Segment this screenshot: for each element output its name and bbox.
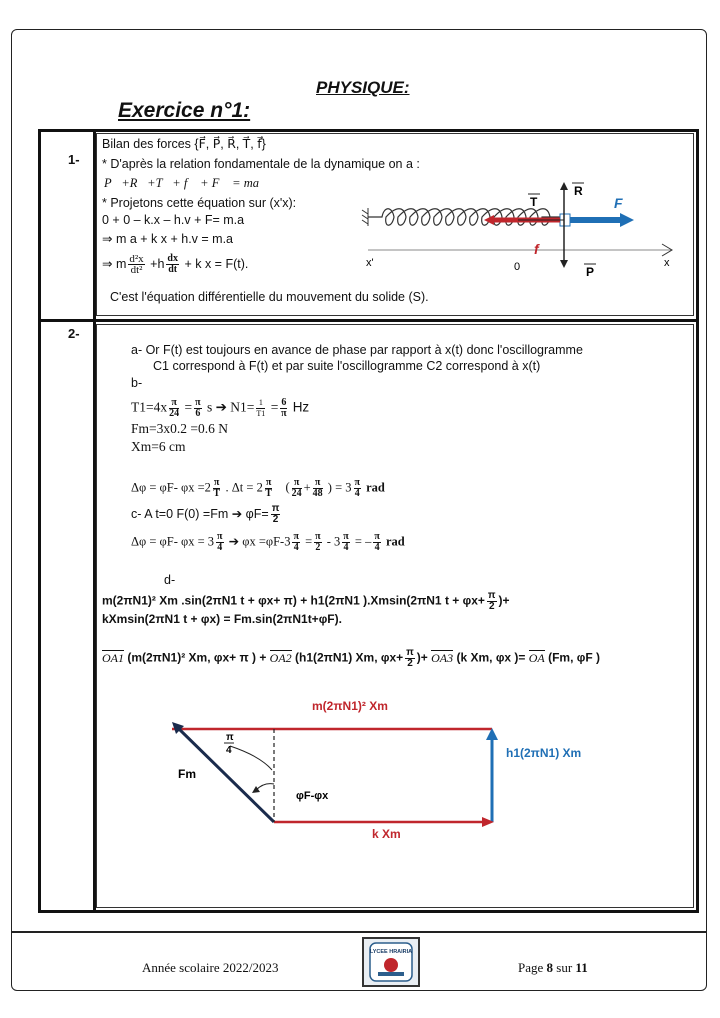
spring-mass-figure bbox=[342, 178, 682, 288]
school-logo-graphic bbox=[364, 939, 418, 985]
label-P: P bbox=[586, 265, 595, 279]
q2-c2-line: Δφ = φF- φx = 3 $\frac{\pi}{4}$ ➔ φx =φF-3 $\frac{\pi}{4}$ = $\frac{\pi}{2}$ - 3 $\frac{\pi}{4}$ = – $\frac{\pi}{4}$ rad bbox=[131, 531, 405, 553]
q2-a-line2: C1 correspond à F(t) et par suite l'oscillogramme C2 correspond à x(t) bbox=[153, 359, 541, 373]
exercise-title: Exercice n°1: bbox=[118, 99, 251, 122]
q1-eq3: ⇒ m $\frac{\text{d²x}}{\text{dt²}}$ +h $\frac{dx}{dt}$ + k x = F(t). bbox=[102, 253, 249, 276]
q1-bilan: Bilan des forces {F⃗, P⃗, R⃗, T⃗, f⃗} bbox=[102, 137, 266, 151]
q2-number: 2- bbox=[68, 326, 80, 341]
label-f: f bbox=[534, 241, 539, 257]
fresnel-diagram bbox=[160, 692, 620, 842]
footer-page: Page 8 sur 11 bbox=[518, 960, 588, 975]
q2-Xm: Xm=6 cm bbox=[131, 439, 186, 454]
row-separator bbox=[38, 319, 699, 322]
fresnel-right-label: h1(2πN1) Xm bbox=[506, 746, 582, 760]
q2-c-line: c- A t=0 F(0) =Fm ➔ φF= $\frac{\pi}{2}$ bbox=[131, 503, 280, 525]
angle-phase-label: φF-φx bbox=[296, 790, 329, 802]
q1-eq2: ⇒ m a + k x + h.v = m.a bbox=[102, 232, 234, 246]
footer-year: Année scolaire 2022/2023 bbox=[142, 960, 279, 975]
q2-a-line1: a- Or F(t) est toujours en avance de phase par rapport à x(t) donc l'oscillogramme bbox=[131, 343, 583, 357]
fresnel-bottom-label: k Xm bbox=[372, 827, 401, 841]
q2-d-eq2: kXmsin(2πN1 t + φx) = Fm.sin(2πN1t+φF). bbox=[102, 612, 342, 626]
q2-vector-eq: OA1 (m(2πN1)² Xm, φx+ π ) + OA2 (h1(2πN1) Xm, φx+ $\frac{\pi}{2}$ )+ OA3 (k Xm, φx )= OA (Fm, φF ) bbox=[102, 647, 600, 669]
angle-arc-phase bbox=[256, 784, 274, 790]
angle-arc-pi4 bbox=[230, 746, 272, 770]
label-origin: 0 bbox=[514, 261, 521, 273]
fresnel-Fm-label: Fm bbox=[178, 767, 196, 781]
q1-projection: * Projetons cette équation sur (x'x): bbox=[102, 196, 297, 210]
q2-d-eq1: m(2πN1)² Xm .sin(2πN1 t + φx+ π) + h1(2πN1 ).Xmsin(2πN1 t + φx+ $\frac{\pi}{2}$ )+ bbox=[102, 590, 510, 612]
force-F-head bbox=[620, 213, 634, 227]
label-xprime: x' bbox=[366, 257, 374, 269]
page-title: PHYSIQUE: bbox=[316, 78, 410, 97]
label-R: R bbox=[574, 184, 583, 198]
label-F: F bbox=[614, 195, 623, 211]
force-f-head bbox=[484, 215, 494, 225]
q1-conclusion: C'est l'équation différentielle du mouvement du solide (S). bbox=[110, 290, 429, 304]
label-T: T bbox=[530, 195, 538, 209]
q1-number: 1- bbox=[68, 152, 80, 167]
force-P-head bbox=[560, 260, 568, 268]
force-R-head bbox=[560, 182, 568, 190]
angle-pi-den: 4 bbox=[226, 745, 232, 756]
q2-Fm: Fm=3x0.2 =0.6 N bbox=[131, 421, 228, 436]
fresnel-top-label: m(2πN1)² Xm bbox=[312, 699, 388, 713]
label-x: x bbox=[664, 257, 670, 269]
angle-pi-num: π bbox=[226, 732, 234, 743]
q2-b-label: b- bbox=[131, 376, 143, 390]
q2-T1-line: T1=4x $\frac{\pi}{24}$ = $\frac{\pi}{6}$ s ➔ N1= $\frac{1}{T1}$ = $\frac{6}{\pi}$ Hz bbox=[131, 397, 310, 419]
q1-eq1: 0 + 0 – k.x – h.v + F= m.a bbox=[102, 213, 245, 227]
svg-text:LYCEE HRAIRIA: LYCEE HRAIRIA bbox=[369, 949, 413, 955]
q2-d-label: d- bbox=[164, 573, 176, 587]
q2-dphi-line: Δφ = φF- φx =2 $\frac{\pi}{T}$ . Δt = 2 $\frac{\pi}{T}$ ( $\frac{\pi}{24}$ + $\frac{\pi}{48}$ ) = 3 $\frac{\pi}{4}$ rad bbox=[131, 477, 385, 499]
school-logo bbox=[362, 937, 420, 987]
footer-rule bbox=[11, 931, 707, 933]
q1-vector-eq: P⃗+R⃗+T⃗+ f⃗ + F⃗ = ma⃗ bbox=[104, 176, 269, 190]
spring bbox=[368, 209, 560, 226]
wall-hatch bbox=[362, 210, 368, 224]
q1-pfd: * D'après la relation fondamentale de la dynamique on a : bbox=[102, 157, 420, 171]
